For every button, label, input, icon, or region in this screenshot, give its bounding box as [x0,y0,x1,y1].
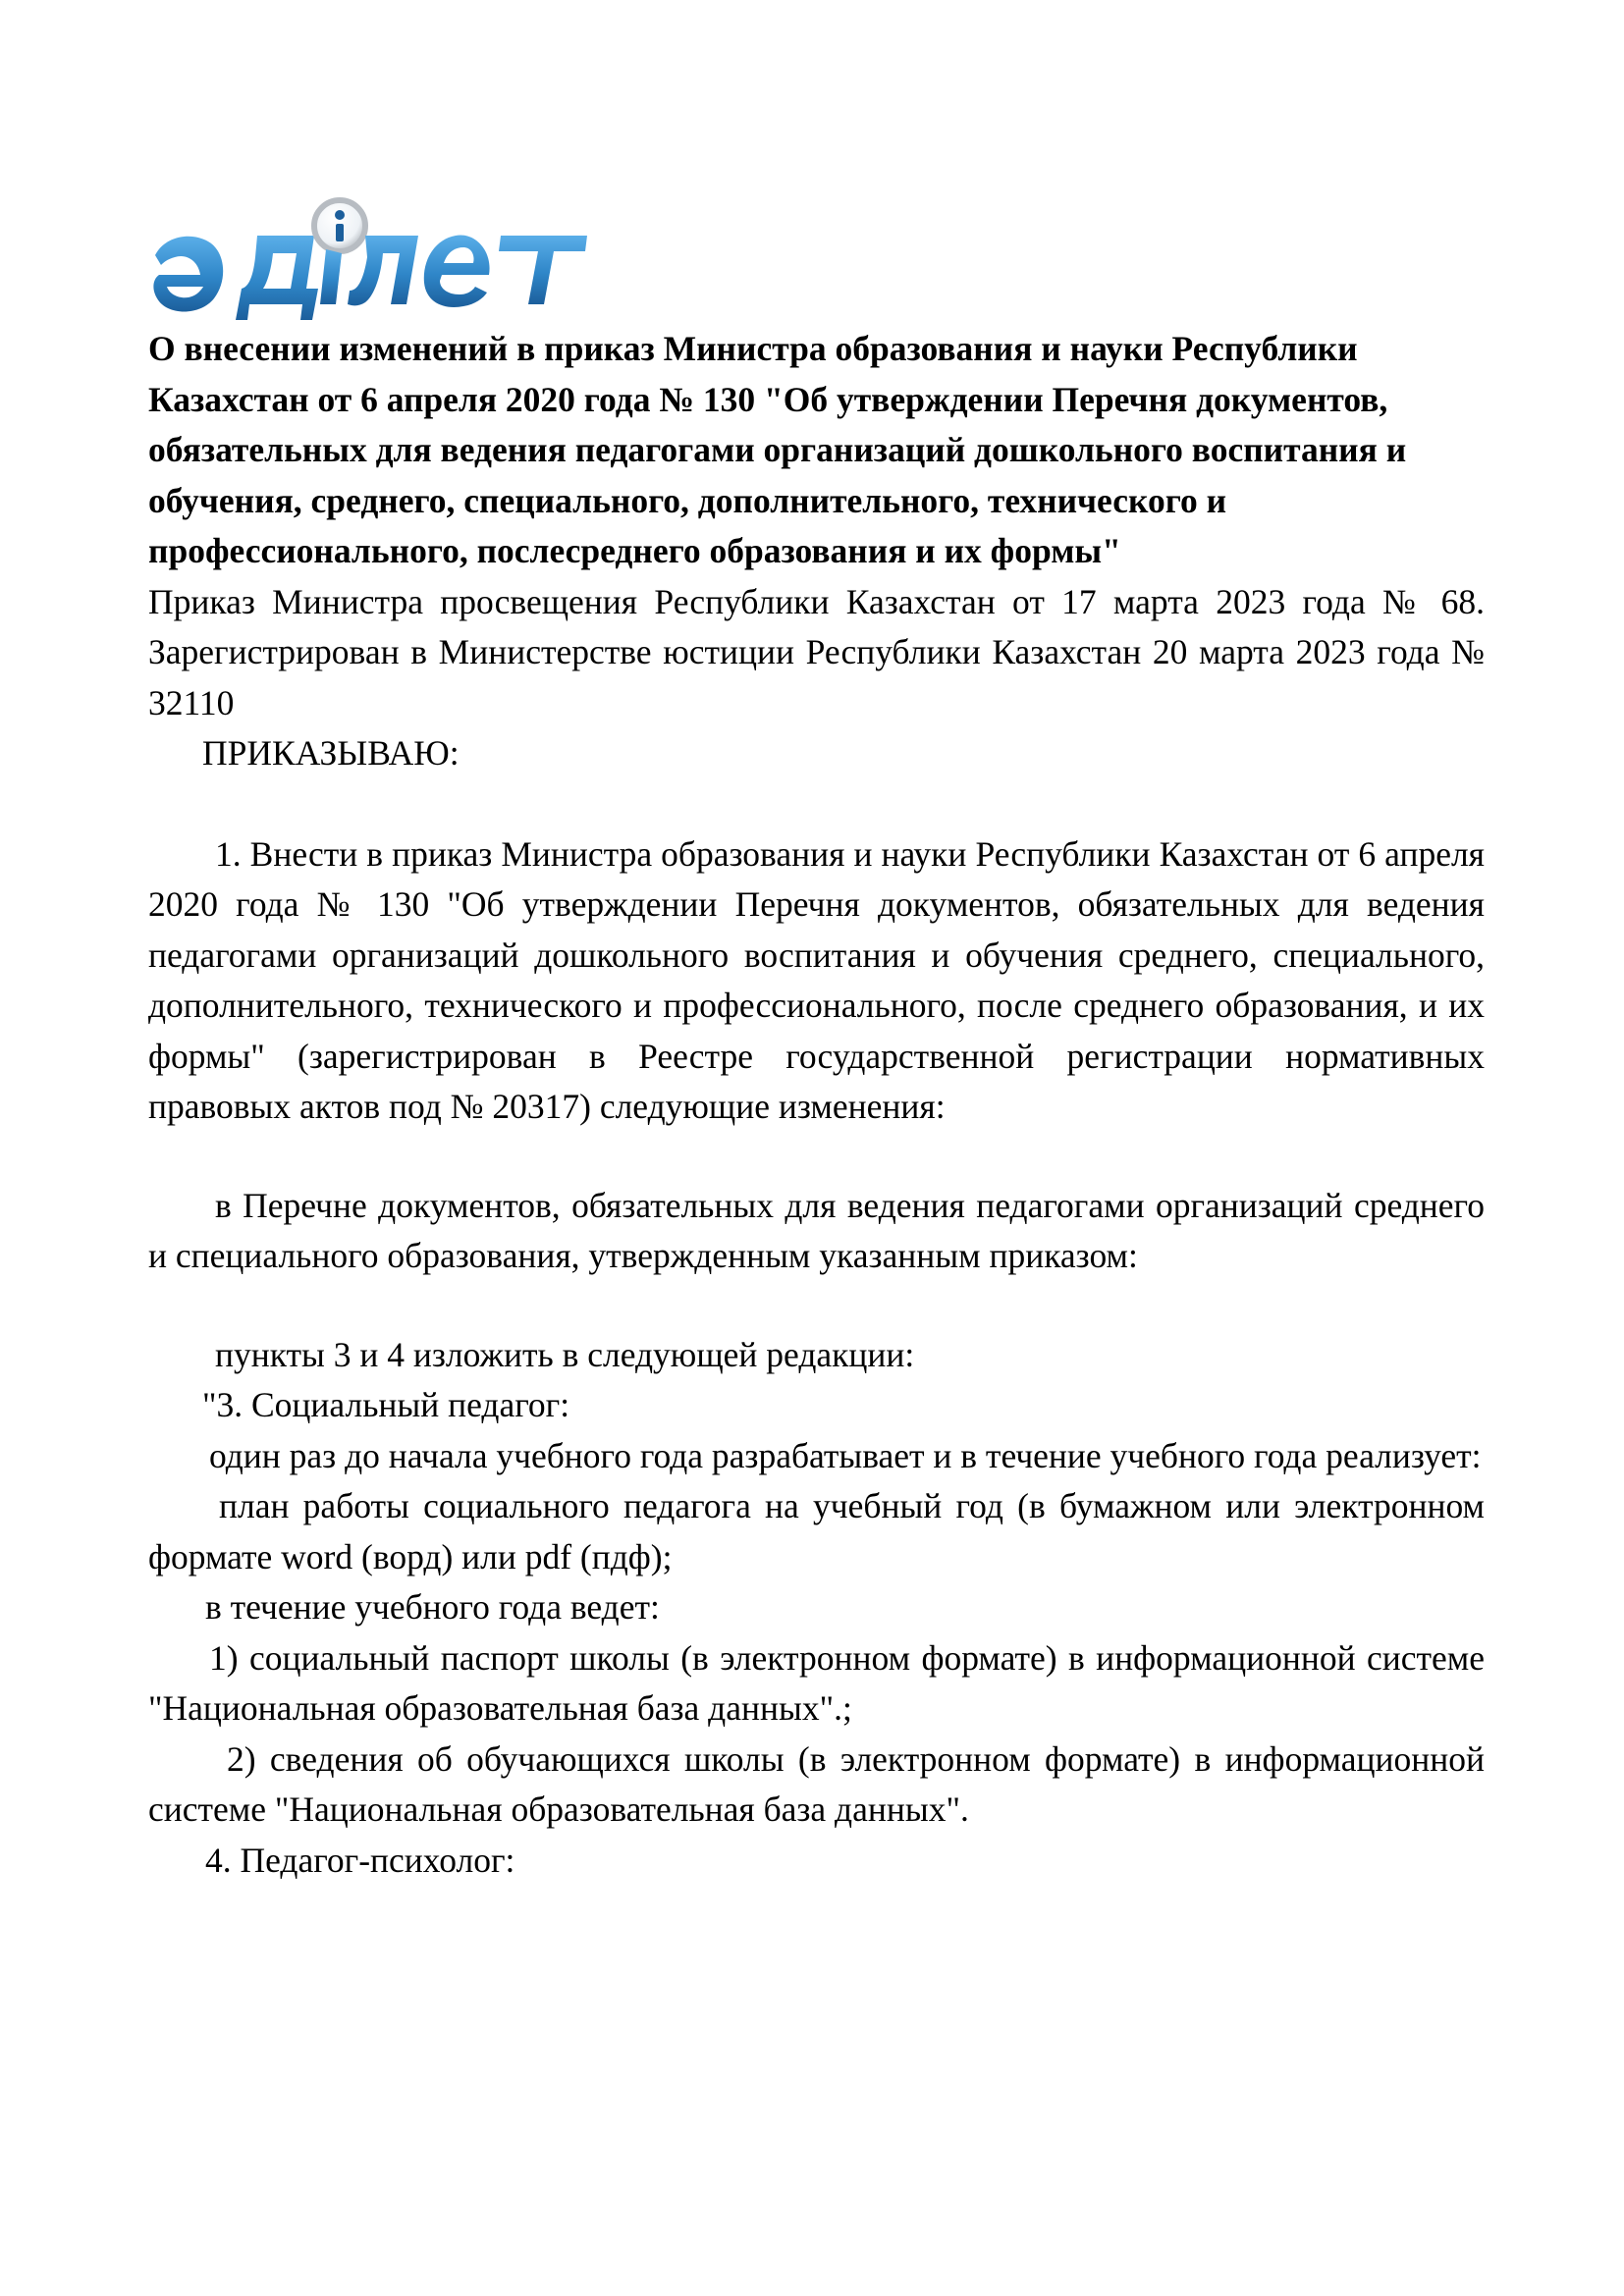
paragraph-1: 1. Внести в приказ Министра образования и науки Республики Казахстан от 6 апреля 2020 года № 130 "Об утверждении Перечня документов, обязательных для ведения педагогами организаций дошкольного воспитания и обучения среднего, специального, дополнительного, технического и профессионального, после среднего образования, и их формы" (зарегистрирован в Реестре государственной регистрации нормативных правовых актов под № 20317) следующие изменения: [148,833,1485,1126]
order-word: ПРИКАЗЫВАЮ: [202,733,460,773]
logo-wordmark [153,200,587,320]
paragraph-9: 2) сведения об обучающихся школы (в электронном формате) в информационной системе "Национальная образовательная база данных". [148,1738,1485,1829]
paragraph-2: в Перечне документов, обязательных для ведения педагогами организаций среднего и специального образования, утвержденным указанным приказом: [148,1185,1485,1275]
paragraph-7: в течение учебного года ведет: [205,1587,660,1627]
paragraph-5: один раз до начала учебного года разрабатывает и в течение учебного года реализует: [209,1435,1482,1475]
paragraph-10: 4. Педагог-психолог: [205,1840,515,1880]
paragraph-6: план работы социального педагога на учебный год (в бумажном или электронном формате word (ворд) или pdf (пдф); [148,1486,1485,1576]
paragraph-8: 1) социальный паспорт школы (в электронном формате) в информационной системе "Национальная образовательная база данных".; [148,1637,1485,1728]
paragraph-3: пункты 3 и 4 изложить в следующей редакции: [215,1334,915,1374]
document-subtitle: Приказ Министра просвещения Республики Казахстан от 17 марта 2023 года № 68. Зарегистрирован в Министерстве юстиции Республики Казахстан 20 марта 2023 года № 32110 [148,581,1485,722]
paragraph-4: "3. Социальный педагог: [202,1385,570,1424]
document-title: О внесении изменений в приказ Министра образования и науки Республики Казахстан от 6 апреля 2020 года № 130 "Об утверждении Перечня документов, обязательных для ведения педагогами организаций дошкольного воспитания и обучения, среднего, специального, дополнительного, технического и профессионального, послесреднего образования и их формы" [148,329,1407,570]
adilet-logo [147,196,599,324]
document-body [148,324,1485,1886]
